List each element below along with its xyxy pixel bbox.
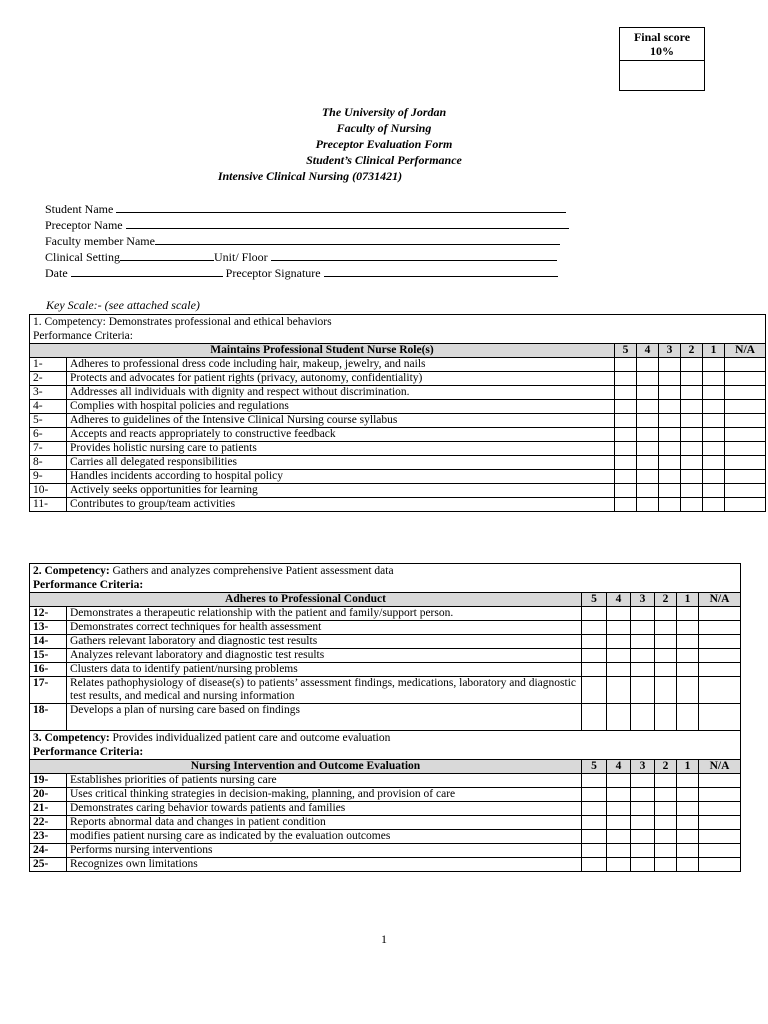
score-cell[interactable] bbox=[655, 704, 677, 731]
score-cell[interactable] bbox=[631, 635, 655, 649]
score-cell[interactable] bbox=[631, 607, 655, 621]
preceptor-name-line[interactable] bbox=[126, 217, 569, 229]
score-cell[interactable] bbox=[681, 456, 703, 470]
competency-1-items bbox=[30, 358, 766, 512]
faculty-title: Faculty of Nursing bbox=[336, 121, 432, 135]
score-cell[interactable] bbox=[637, 414, 659, 428]
score-cell[interactable] bbox=[607, 844, 631, 858]
item-row bbox=[30, 470, 766, 484]
competency-3-subheader-row: Nursing Intervention and Outcome Evaluation 5 4 3 2 1 N/A bbox=[30, 760, 741, 774]
score-cell[interactable] bbox=[703, 386, 725, 400]
item-row bbox=[30, 774, 741, 788]
score-cell[interactable] bbox=[637, 498, 659, 512]
score-cell[interactable] bbox=[725, 498, 766, 512]
score-cell[interactable] bbox=[677, 621, 699, 635]
score-cell[interactable] bbox=[703, 400, 725, 414]
score-cell[interactable] bbox=[699, 649, 741, 663]
final-score-value-field[interactable] bbox=[620, 61, 704, 91]
score-cell[interactable] bbox=[615, 484, 637, 498]
item-text: Contributes to group/team activities bbox=[67, 498, 615, 512]
page-number: 1 bbox=[381, 932, 387, 946]
score-cell[interactable] bbox=[631, 788, 655, 802]
score-cell[interactable] bbox=[699, 788, 741, 802]
item-number: 1- bbox=[30, 358, 67, 372]
score-cell[interactable] bbox=[615, 400, 637, 414]
item-number: 3- bbox=[30, 386, 67, 400]
score-cell[interactable] bbox=[607, 858, 631, 872]
item-row bbox=[30, 621, 741, 635]
score-cell[interactable] bbox=[655, 830, 677, 844]
item-text: Performs nursing interventions bbox=[67, 844, 582, 858]
score-cell[interactable] bbox=[615, 414, 637, 428]
item-row bbox=[30, 442, 766, 456]
score-cell[interactable] bbox=[631, 663, 655, 677]
score-cell[interactable] bbox=[582, 830, 607, 844]
item-number: 16- bbox=[30, 663, 67, 677]
score-cell[interactable] bbox=[659, 484, 681, 498]
score-cell[interactable] bbox=[677, 802, 699, 816]
competency-1-table bbox=[29, 314, 766, 512]
score-cell[interactable] bbox=[637, 358, 659, 372]
score-cell[interactable] bbox=[582, 816, 607, 830]
item-text: Adheres to guidelines of the Intensive Clinical Nursing course syllabus bbox=[67, 414, 615, 428]
score-cell[interactable] bbox=[655, 858, 677, 872]
item-number: 14- bbox=[30, 635, 67, 649]
score-cell[interactable] bbox=[631, 830, 655, 844]
date-signature-field[interactable]: Date Preceptor Signature bbox=[45, 265, 558, 280]
course-title: Intensive Clinical Nursing (0731421) bbox=[217, 169, 403, 183]
score-cell[interactable] bbox=[659, 372, 681, 386]
competency-2-criteria: Performance Criteria: bbox=[33, 579, 144, 591]
form-title: Preceptor Evaluation Form bbox=[315, 137, 453, 151]
score-cell[interactable] bbox=[655, 663, 677, 677]
score-cell[interactable] bbox=[631, 621, 655, 635]
score-cell[interactable] bbox=[703, 470, 725, 484]
score-cell[interactable] bbox=[637, 400, 659, 414]
score-cell[interactable] bbox=[582, 774, 607, 788]
score-cell[interactable] bbox=[725, 484, 766, 498]
score-cell[interactable] bbox=[681, 484, 703, 498]
item-row bbox=[30, 858, 741, 872]
score-cell[interactable] bbox=[703, 442, 725, 456]
score-cell[interactable] bbox=[699, 774, 741, 788]
key-scale-note: Key Scale:- (see attached scale) bbox=[46, 298, 200, 312]
item-number: 17- bbox=[30, 677, 67, 704]
score-cell[interactable] bbox=[582, 802, 607, 816]
competency-3-title: 3. Competency: Provides individualized patient care and outcome evaluation bbox=[33, 732, 391, 744]
student-name-field[interactable]: Student Name bbox=[45, 201, 566, 216]
score-cell[interactable] bbox=[699, 802, 741, 816]
score-cell[interactable] bbox=[607, 830, 631, 844]
score-cell[interactable] bbox=[699, 621, 741, 635]
preceptor-signature-line[interactable] bbox=[324, 265, 558, 277]
score-cell[interactable] bbox=[681, 428, 703, 442]
score-cell[interactable] bbox=[677, 816, 699, 830]
score-cell[interactable] bbox=[615, 358, 637, 372]
preceptor-name-field[interactable]: Preceptor Name bbox=[45, 217, 569, 232]
score-cell[interactable] bbox=[677, 830, 699, 844]
item-number: 22- bbox=[30, 816, 67, 830]
score-cell[interactable] bbox=[725, 386, 766, 400]
score-cell[interactable] bbox=[659, 358, 681, 372]
score-cell[interactable] bbox=[582, 858, 607, 872]
competency-2-header bbox=[30, 564, 741, 593]
item-text: modifies patient nursing care as indicated by the evaluation outcomes bbox=[67, 830, 582, 844]
date-line[interactable] bbox=[71, 265, 223, 277]
item-text: Clusters data to identify patient/nursing problems bbox=[67, 663, 582, 677]
item-row bbox=[30, 400, 766, 414]
score-cell[interactable] bbox=[582, 677, 607, 704]
item-number: 5- bbox=[30, 414, 67, 428]
score-cell[interactable] bbox=[659, 456, 681, 470]
item-row bbox=[30, 788, 741, 802]
unit-floor-line[interactable] bbox=[271, 249, 557, 261]
competency-1-title: 1. Competency: Demonstrates professional and ethical behaviors bbox=[33, 316, 332, 328]
score-cell[interactable] bbox=[659, 470, 681, 484]
score-cell[interactable] bbox=[681, 470, 703, 484]
score-cell[interactable] bbox=[699, 816, 741, 830]
item-text: Demonstrates caring behavior towards patients and families bbox=[67, 802, 582, 816]
score-cell[interactable] bbox=[703, 456, 725, 470]
item-text: Reports abnormal data and changes in patient condition bbox=[67, 816, 582, 830]
score-cell[interactable] bbox=[615, 470, 637, 484]
item-text: Adheres to professional dress code including hair, makeup, jewelry, and nails bbox=[67, 358, 615, 372]
score-cell[interactable] bbox=[725, 442, 766, 456]
score-cell[interactable] bbox=[607, 635, 631, 649]
score-cell[interactable] bbox=[681, 414, 703, 428]
item-row bbox=[30, 484, 766, 498]
item-row bbox=[30, 607, 741, 621]
item-number: 20- bbox=[30, 788, 67, 802]
competency-2-subheader-row: Adheres to Professional Conduct 5 4 3 2 1 N/A bbox=[30, 593, 741, 607]
score-cell[interactable] bbox=[659, 414, 681, 428]
score-cell[interactable] bbox=[582, 844, 607, 858]
clinical-setting-field[interactable]: Clinical Setting Unit/ Floor bbox=[45, 249, 557, 264]
score-cell[interactable] bbox=[607, 677, 631, 704]
score-cell[interactable] bbox=[681, 358, 703, 372]
score-cell[interactable] bbox=[655, 774, 677, 788]
item-row bbox=[30, 649, 741, 663]
score-cell[interactable] bbox=[725, 400, 766, 414]
item-number: 12- bbox=[30, 607, 67, 621]
score-cell[interactable] bbox=[677, 663, 699, 677]
score-cell[interactable] bbox=[655, 788, 677, 802]
score-cell[interactable] bbox=[699, 844, 741, 858]
score-cell[interactable] bbox=[681, 372, 703, 386]
score-cell[interactable] bbox=[615, 498, 637, 512]
score-cell[interactable] bbox=[677, 704, 699, 731]
score-cell[interactable] bbox=[607, 816, 631, 830]
score-cell[interactable] bbox=[615, 442, 637, 456]
score-cell[interactable] bbox=[655, 844, 677, 858]
form-subtitle: Student’s Clinical Performance bbox=[306, 153, 462, 167]
competency-3-items bbox=[30, 774, 741, 872]
item-text: Carries all delegated responsibilities bbox=[67, 456, 615, 470]
score-cell[interactable] bbox=[655, 649, 677, 663]
score-cell[interactable] bbox=[655, 635, 677, 649]
item-text: Recognizes own limitations bbox=[67, 858, 582, 872]
score-cell[interactable] bbox=[582, 621, 607, 635]
score-cell[interactable] bbox=[703, 484, 725, 498]
item-text: Develops a plan of nursing care based on findings bbox=[67, 704, 582, 731]
score-cell[interactable] bbox=[659, 442, 681, 456]
item-row bbox=[30, 704, 741, 731]
score-cell[interactable] bbox=[659, 498, 681, 512]
competency-1-subheader: Maintains Professional Student Nurse Role(s) bbox=[30, 344, 615, 358]
item-row bbox=[30, 414, 766, 428]
score-cell[interactable] bbox=[677, 649, 699, 663]
score-cell[interactable] bbox=[631, 816, 655, 830]
score-cell[interactable] bbox=[699, 677, 741, 704]
item-row bbox=[30, 677, 741, 704]
score-cell[interactable] bbox=[637, 470, 659, 484]
item-text: Gathers relevant laboratory and diagnostic test results bbox=[67, 635, 582, 649]
item-number: 4- bbox=[30, 400, 67, 414]
item-number: 13- bbox=[30, 621, 67, 635]
competency-3-criteria: Performance Criteria: bbox=[33, 746, 144, 758]
item-row bbox=[30, 802, 741, 816]
competency-1-subheader-row: Maintains Professional Student Nurse Role(s) 5 4 3 2 1 N/A bbox=[30, 344, 766, 358]
faculty-member-line[interactable] bbox=[155, 233, 560, 245]
item-number: 21- bbox=[30, 802, 67, 816]
item-row bbox=[30, 663, 741, 677]
item-row bbox=[30, 498, 766, 512]
item-row bbox=[30, 844, 741, 858]
score-cell[interactable] bbox=[655, 816, 677, 830]
score-cell[interactable] bbox=[631, 677, 655, 704]
score-cell[interactable] bbox=[703, 498, 725, 512]
score-cell[interactable] bbox=[631, 858, 655, 872]
item-row bbox=[30, 635, 741, 649]
university-title: The University of Jordan bbox=[321, 105, 447, 119]
item-number: 25- bbox=[30, 858, 67, 872]
score-cell[interactable] bbox=[677, 774, 699, 788]
score-cell[interactable] bbox=[631, 649, 655, 663]
score-cell[interactable] bbox=[582, 704, 607, 731]
score-cell[interactable] bbox=[681, 442, 703, 456]
final-score-box bbox=[619, 27, 705, 91]
competency-2-3-table bbox=[29, 563, 741, 872]
score-cell[interactable] bbox=[699, 635, 741, 649]
score-cell[interactable] bbox=[607, 802, 631, 816]
score-cell[interactable] bbox=[699, 830, 741, 844]
score-cell[interactable] bbox=[677, 788, 699, 802]
score-cell[interactable] bbox=[607, 704, 631, 731]
score-cell[interactable] bbox=[631, 774, 655, 788]
score-cell[interactable] bbox=[607, 663, 631, 677]
score-cell[interactable] bbox=[582, 788, 607, 802]
item-text: Actively seeks opportunities for learning bbox=[67, 484, 615, 498]
score-cell[interactable] bbox=[582, 635, 607, 649]
item-number: 18- bbox=[30, 704, 67, 731]
score-cell[interactable] bbox=[659, 428, 681, 442]
item-text: Establishes priorities of patients nursing care bbox=[67, 774, 582, 788]
item-row bbox=[30, 428, 766, 442]
score-cell[interactable] bbox=[677, 635, 699, 649]
score-cell[interactable] bbox=[699, 704, 741, 731]
score-cell[interactable] bbox=[582, 663, 607, 677]
item-text: Relates pathophysiology of disease(s) to patients’ assessment findings, medications, laboratory and diagnostic test results, and medical and nursing information bbox=[67, 677, 582, 704]
score-cell[interactable] bbox=[655, 802, 677, 816]
item-row bbox=[30, 372, 766, 386]
score-cell[interactable] bbox=[631, 704, 655, 731]
score-cell[interactable] bbox=[607, 607, 631, 621]
score-cell[interactable] bbox=[637, 428, 659, 442]
score-cell[interactable] bbox=[725, 372, 766, 386]
score-cell[interactable] bbox=[637, 442, 659, 456]
item-number: 9- bbox=[30, 470, 67, 484]
item-row bbox=[30, 358, 766, 372]
score-cell[interactable] bbox=[582, 607, 607, 621]
score-cell[interactable] bbox=[681, 386, 703, 400]
item-text: Uses critical thinking strategies in decision-making, planning, and provision of care bbox=[67, 788, 582, 802]
competency-2-title: 2. Competency: Gathers and analyzes comprehensive Patient assessment data bbox=[33, 565, 394, 577]
score-cell[interactable] bbox=[725, 470, 766, 484]
score-cell[interactable] bbox=[631, 802, 655, 816]
score-cell[interactable] bbox=[703, 428, 725, 442]
score-cell[interactable] bbox=[607, 788, 631, 802]
score-cell[interactable] bbox=[655, 621, 677, 635]
score-cell[interactable] bbox=[607, 649, 631, 663]
final-score-label: Final score 10% bbox=[620, 28, 704, 61]
score-cell[interactable] bbox=[677, 844, 699, 858]
score-cell[interactable] bbox=[725, 456, 766, 470]
item-number: 24- bbox=[30, 844, 67, 858]
score-cell[interactable] bbox=[699, 858, 741, 872]
score-cell[interactable] bbox=[637, 386, 659, 400]
score-cell[interactable] bbox=[615, 456, 637, 470]
score-cell[interactable] bbox=[607, 774, 631, 788]
item-text: Addresses all individuals with dignity and respect without discrimination. bbox=[67, 386, 615, 400]
competency-2-subheader: Adheres to Professional Conduct bbox=[30, 593, 582, 607]
student-name-line[interactable] bbox=[116, 201, 566, 213]
score-cell[interactable] bbox=[659, 386, 681, 400]
competency-2-items bbox=[30, 607, 741, 731]
item-number: 8- bbox=[30, 456, 67, 470]
score-cell[interactable] bbox=[699, 607, 741, 621]
item-text: Accepts and reacts appropriately to constructive feedback bbox=[67, 428, 615, 442]
competency-1-header bbox=[30, 315, 766, 344]
item-number: 15- bbox=[30, 649, 67, 663]
item-text: Handles incidents according to hospital policy bbox=[67, 470, 615, 484]
clinical-setting-line[interactable] bbox=[120, 249, 214, 261]
score-cell[interactable] bbox=[703, 414, 725, 428]
score-cell[interactable] bbox=[659, 400, 681, 414]
score-cell[interactable] bbox=[703, 372, 725, 386]
score-cell[interactable] bbox=[681, 400, 703, 414]
item-number: 11- bbox=[30, 498, 67, 512]
item-number: 7- bbox=[30, 442, 67, 456]
item-row bbox=[30, 456, 766, 470]
score-cell[interactable] bbox=[607, 621, 631, 635]
item-row bbox=[30, 816, 741, 830]
item-row bbox=[30, 386, 766, 400]
score-cell[interactable] bbox=[637, 372, 659, 386]
score-cell[interactable] bbox=[677, 677, 699, 704]
competency-1-criteria: Performance Criteria: bbox=[33, 330, 133, 342]
item-text: Demonstrates correct techniques for health assessment bbox=[67, 621, 582, 635]
item-text: Complies with hospital policies and regulations bbox=[67, 400, 615, 414]
score-cell[interactable] bbox=[615, 372, 637, 386]
score-cell[interactable] bbox=[582, 649, 607, 663]
score-cell[interactable] bbox=[615, 386, 637, 400]
item-number: 23- bbox=[30, 830, 67, 844]
item-number: 19- bbox=[30, 774, 67, 788]
score-cell[interactable] bbox=[631, 844, 655, 858]
score-cell[interactable] bbox=[703, 358, 725, 372]
score-cell[interactable] bbox=[725, 358, 766, 372]
faculty-member-field[interactable]: Faculty member Name bbox=[45, 233, 560, 248]
competency-3-header bbox=[30, 731, 741, 760]
item-text: Demonstrates a therapeutic relationship with the patient and family/support person. bbox=[67, 607, 582, 621]
item-number: 2- bbox=[30, 372, 67, 386]
score-cell[interactable] bbox=[677, 607, 699, 621]
competency-3-subheader: Nursing Intervention and Outcome Evaluation bbox=[30, 760, 582, 774]
item-text: Protects and advocates for patient rights (privacy, autonomy, confidentiality) bbox=[67, 372, 615, 386]
score-cell[interactable] bbox=[655, 607, 677, 621]
score-cell[interactable] bbox=[677, 858, 699, 872]
item-row bbox=[30, 830, 741, 844]
score-cell[interactable] bbox=[725, 428, 766, 442]
score-cell[interactable] bbox=[699, 663, 741, 677]
score-cell[interactable] bbox=[725, 414, 766, 428]
item-number: 10- bbox=[30, 484, 67, 498]
item-text: Analyzes relevant laboratory and diagnostic test results bbox=[67, 649, 582, 663]
score-cell[interactable] bbox=[681, 498, 703, 512]
score-cell[interactable] bbox=[637, 456, 659, 470]
item-text: Provides holistic nursing care to patients bbox=[67, 442, 615, 456]
score-cell[interactable] bbox=[655, 677, 677, 704]
item-number: 6- bbox=[30, 428, 67, 442]
score-cell[interactable] bbox=[637, 484, 659, 498]
score-cell[interactable] bbox=[615, 428, 637, 442]
